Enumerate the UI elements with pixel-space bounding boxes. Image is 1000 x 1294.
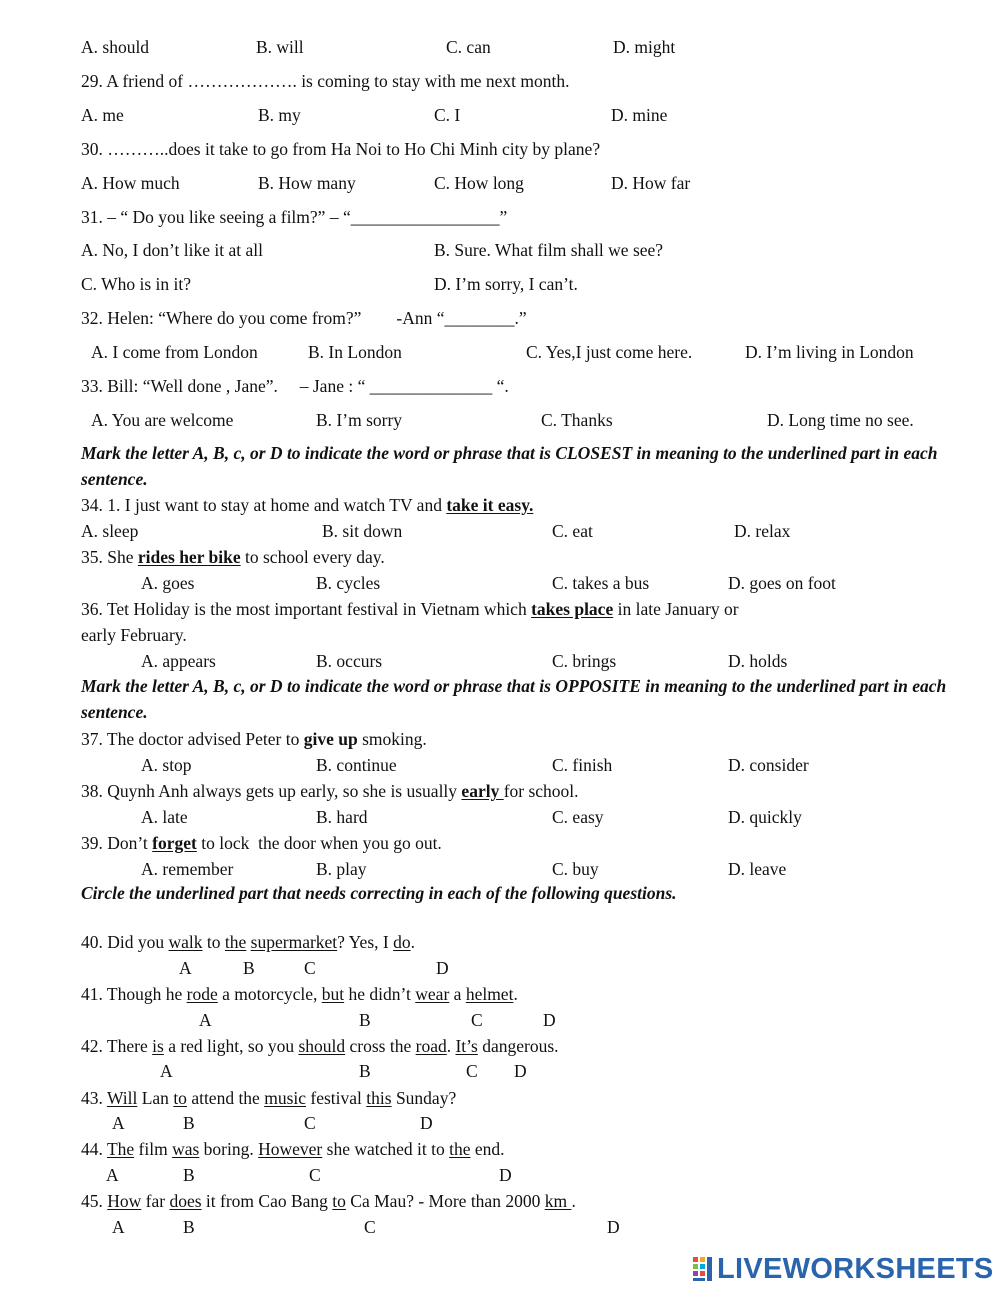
question-36-text: 36. Tet Holiday is the most important festival in Vietnam which takes place in late January or [81, 599, 739, 619]
section-instruction-closest: Mark the letter A, B, c, or D to indicate the word or phrase that is CLOSEST in meaning to the underlined part in each sentence. [81, 443, 938, 489]
option-c-word[interactable]: However [258, 1139, 323, 1159]
option-c[interactable]: C. finish [552, 755, 613, 775]
option-b[interactable]: B. my [258, 105, 301, 125]
option-d-word[interactable]: It’s [455, 1036, 478, 1056]
letter-a: A [199, 1010, 212, 1030]
option-b-word[interactable]: the [224, 932, 247, 952]
letter-d: D [499, 1165, 512, 1185]
option-a[interactable]: A. No, I don’t like it at all [81, 240, 263, 260]
question-39-text: 39. Don’t forget to lock the door when you go out. [81, 833, 442, 853]
option-b[interactable]: B. In London [308, 342, 402, 362]
option-b-word[interactable]: but [321, 984, 345, 1004]
option-d[interactable]: D. quickly [728, 807, 802, 827]
letter-b: B [359, 1061, 371, 1081]
question-38-text: 38. Quynh Anh always gets up early, so she is usually early for school. [81, 781, 579, 801]
option-b-word[interactable]: was [172, 1139, 200, 1159]
letter-a: A [112, 1113, 125, 1133]
underlined-phrase: rides her bike [137, 547, 241, 567]
option-c[interactable]: C. Yes,I just come here. [526, 342, 693, 362]
question-32-text: 32. Helen: “Where do you come from?” -Ann “________.” [81, 308, 527, 328]
option-a-word[interactable]: Will [106, 1088, 138, 1108]
option-c[interactable]: C. takes a bus [552, 573, 650, 593]
letter-b: B [243, 958, 255, 978]
option-c-word[interactable]: music [264, 1088, 307, 1108]
option-a[interactable]: A. I come from London [91, 342, 258, 362]
option-a-word[interactable]: is [152, 1036, 164, 1056]
letter-d: D [436, 958, 449, 978]
option-c[interactable]: C. How long [434, 173, 524, 193]
underlined-phrase: early [461, 781, 504, 801]
letter-a: A [179, 958, 192, 978]
letter-b: B [183, 1217, 195, 1237]
option-c-word[interactable]: road [415, 1036, 447, 1056]
option-d[interactable]: D. relax [734, 521, 791, 541]
option-d[interactable]: D. consider [728, 755, 809, 775]
letter-d: D [607, 1217, 620, 1237]
question-29-text: 29. A friend of ………………. is coming to stay with me next month. [81, 71, 570, 91]
option-c[interactable]: C. I [434, 105, 461, 125]
letter-d: D [543, 1010, 556, 1030]
option-b-word[interactable]: to [173, 1088, 187, 1108]
option-a[interactable]: A. goes [141, 573, 195, 593]
question-34-text: 34. 1. I just want to stay at home and watch TV and take it easy. [81, 495, 534, 515]
letter-b: B [359, 1010, 371, 1030]
option-d[interactable]: D. mine [611, 105, 668, 125]
letter-a: A [112, 1217, 125, 1237]
option-b[interactable]: B. will [256, 37, 304, 57]
option-d-word[interactable]: do [393, 932, 411, 952]
option-d[interactable]: D. leave [728, 859, 787, 879]
option-a[interactable]: A. remember [141, 859, 234, 879]
option-a[interactable]: A. You are welcome [91, 410, 234, 430]
letter-d: D [420, 1113, 433, 1133]
option-a-word[interactable]: How [107, 1191, 142, 1211]
option-c[interactable]: C. easy [552, 807, 604, 827]
option-a[interactable]: A. How much [81, 173, 180, 193]
letter-c: C [364, 1217, 376, 1237]
option-a-word[interactable]: The [106, 1139, 135, 1159]
letter-c: C [304, 1113, 316, 1133]
question-45-text: 45. How far does it from Cao Bang to Ca Mau? - More than 2000 km . [81, 1191, 576, 1211]
option-b[interactable]: B. cycles [316, 573, 381, 593]
option-a[interactable]: A. late [141, 807, 188, 827]
question-35-text: 35. She rides her bike to school every day. [81, 547, 385, 567]
letter-a: A [106, 1165, 119, 1185]
section-instruction-opposite: Mark the letter A, B, c, or D to indicate the word or phrase that is OPPOSITE in meaning to the underlined part in each sentence. [81, 676, 947, 722]
option-a-word[interactable]: walk [168, 932, 203, 952]
option-c[interactable]: C. buy [552, 859, 599, 879]
letter-c: C [309, 1165, 321, 1185]
question-36-text-continued: early February. [81, 625, 187, 645]
option-a[interactable]: A. appears [141, 651, 216, 671]
option-a-word[interactable]: rode [186, 984, 218, 1004]
option-b[interactable]: B. I’m sorry [316, 410, 403, 430]
option-a[interactable]: A. me [81, 105, 124, 125]
option-d[interactable]: D. How far [611, 173, 691, 193]
option-d[interactable]: D. I’m living in London [745, 342, 914, 362]
option-b[interactable]: B. occurs [316, 651, 383, 671]
underlined-phrase: take it easy. [446, 495, 534, 515]
letter-b: B [183, 1113, 195, 1133]
option-d[interactable]: D. Long time no see. [767, 410, 914, 430]
option-d[interactable]: D. goes on foot [728, 573, 836, 593]
option-a[interactable]: A. sleep [81, 521, 139, 541]
option-d[interactable]: D. might [613, 37, 676, 57]
option-b[interactable]: B. hard [316, 807, 368, 827]
option-a[interactable]: A. stop [141, 755, 192, 775]
option-b[interactable]: B. sit down [322, 521, 403, 541]
option-c[interactable]: C. can [446, 37, 491, 57]
option-c-word[interactable]: wear [415, 984, 450, 1004]
question-33-text: 33. Bill: “Well done , Jane”. – Jane : “ ______________ “. [81, 376, 509, 396]
option-b[interactable]: B. continue [316, 755, 397, 775]
question-44-text: 44. The film was boring. However she watched it to the end. [81, 1139, 505, 1159]
letter-c: C [466, 1061, 478, 1081]
question-41-text: 41. Though he rode a motorcycle, but he didn’t wear a helmet. [81, 984, 518, 1004]
option-c[interactable]: C. Who is in it? [81, 274, 192, 294]
letter-b: B [183, 1165, 195, 1185]
option-d-word[interactable]: helmet [465, 984, 514, 1004]
option-b[interactable]: B. Sure. What film shall we see? [434, 240, 664, 260]
underlined-phrase: forget [152, 833, 197, 853]
letter-c: C [304, 958, 316, 978]
option-c-word[interactable]: to [332, 1191, 346, 1211]
option-c[interactable]: C. brings [552, 651, 617, 671]
option-b-word[interactable]: does [169, 1191, 202, 1211]
option-c-word[interactable]: supermarket [250, 932, 338, 952]
option-c[interactable]: C. eat [552, 521, 593, 541]
letter-d: D [514, 1061, 527, 1081]
option-c[interactable]: C. Thanks [541, 410, 613, 430]
highlighted-phrase: give up [303, 729, 358, 749]
option-b[interactable]: B. How many [258, 173, 356, 193]
question-31-text: 31. – “ Do you like seeing a film?” – “_________________” [81, 207, 508, 227]
letter-c: C [471, 1010, 483, 1030]
option-d[interactable]: D. I’m sorry, I can’t. [434, 274, 578, 294]
underlined-phrase: takes place [531, 599, 614, 619]
option-d-word[interactable]: this [366, 1088, 392, 1108]
question-37-text: 37. The doctor advised Peter to give up smoking. [81, 729, 427, 749]
option-b-word[interactable]: should [298, 1036, 346, 1056]
section-instruction-correcting: Circle the underlined part that needs correcting in each of the following questions. [81, 883, 677, 903]
worksheet-logo-icon [692, 1255, 714, 1283]
logo-text: LIVEWORKSHEETS [717, 1252, 994, 1285]
question-42-text: 42. There is a red light, so you should cross the road. It’s dangerous. [81, 1036, 559, 1056]
question-40-text: 40. Did you walk to the supermarket? Yes, I do. [81, 932, 415, 952]
question-30-text: 30. ………..does it take to go from Ha Noi to Ho Chi Minh city by plane? [81, 139, 601, 159]
question-43-text: 43. Will Lan to attend the music festival this Sunday? [81, 1088, 457, 1108]
option-d[interactable]: D. holds [728, 651, 788, 671]
liveworksheets-logo [692, 1252, 994, 1286]
option-d-word[interactable]: km [544, 1191, 572, 1211]
option-b[interactable]: B. play [316, 859, 367, 879]
letter-a: A [160, 1061, 173, 1081]
option-d-word[interactable]: the [449, 1139, 471, 1159]
option-a[interactable]: A. should [81, 37, 150, 57]
